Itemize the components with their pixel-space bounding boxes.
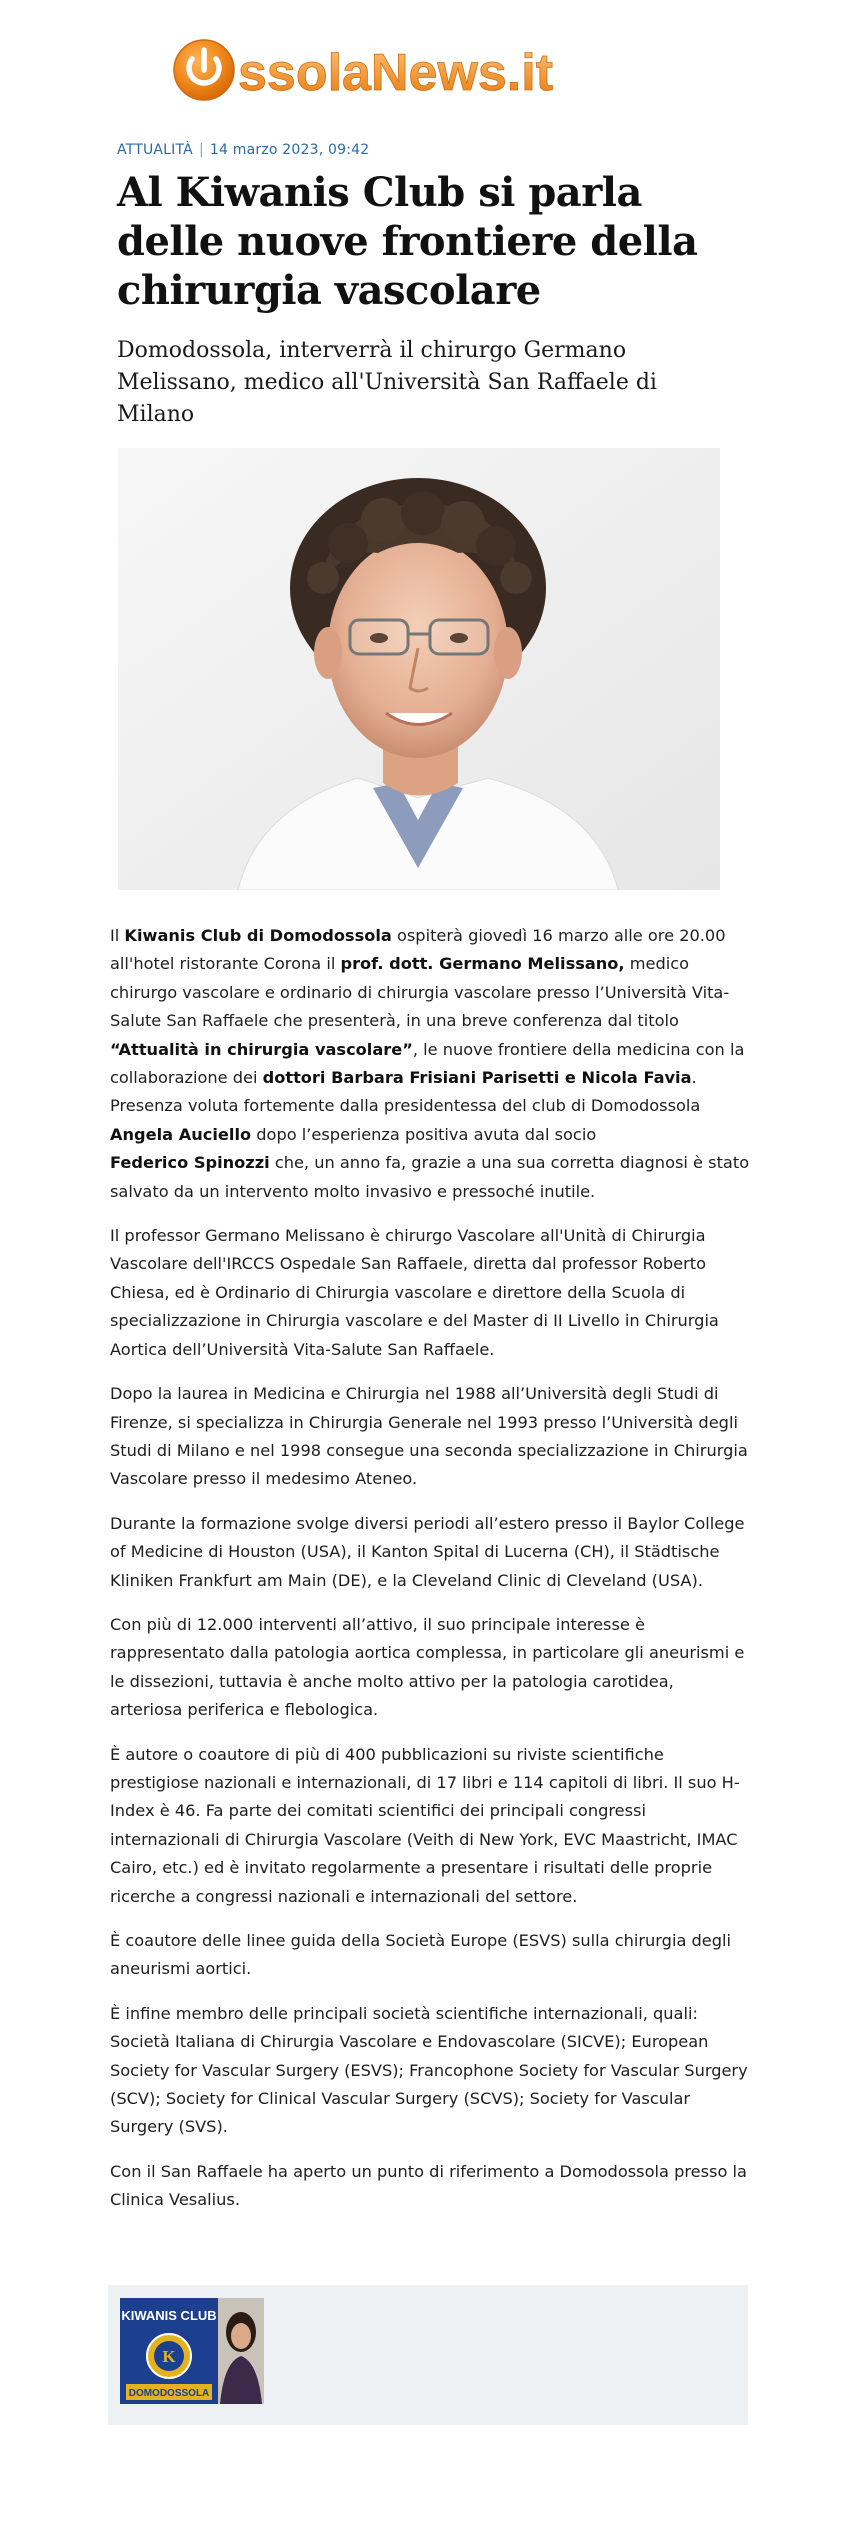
article-paragraph: Dopo la laurea in Medicina e Chirurgia nel 1988 all’Università degli Studi di Firenze, si specializza in Chirurgia Generale nel 1993 presso l’Università degli Studi di Milano e nel 1998 consegue una seconda specializzazione in Chirurgia Vascolare presso il medesimo Ateneo. xyxy=(110,1384,748,1489)
highlight-melissano: prof. dott. Germano Melissano, xyxy=(340,954,625,974)
gallery-thumbnail[interactable] xyxy=(120,2298,264,2404)
article-body xyxy=(110,922,750,2231)
article-paragraph: Il Kiwanis Club di Domodossola ospiterà giovedì 16 marzo alle ore 20.00 all'hotel ristorante Corona il prof. dott. Germano Melissano, medico chirurgo vascolare e ordinario di chirurgia vascolare presso l’Università Vita-Salute San Raffaele che presenterà, in una breve conferenza dal titolo “Attualità in chirurgia vascolare”, le nuove frontiere della medicina con la collaborazione dei dottori Barbara Frisiani Parisetti e Nicola Favia. Presenza voluta fortemente dalla presidentessa del club di Domodossola Angela Auciello dopo l’esperienza positiva avuta dal socio Federico Spinozzi che, un anno fa, grazie a una sua corretta diagnosi è stato salvato da un intervento molto invasivo e pressoché inutile. xyxy=(110,926,750,1201)
photo-gallery xyxy=(108,2285,748,2425)
highlight-doctors: dottori Barbara Frisiani Parisetti e Nicola Favia xyxy=(262,1068,692,1088)
article-paragraph: Con più di 12.000 interventi all’attivo, il suo principale interesse è rappresentato dalla patologia aortica complessa, in particolare gli aneurismi e le dissezioni, tuttavia è anche molto attivo per la patologia carotidea, arteriosa periferica e flebologica. xyxy=(110,1614,745,1720)
article-subtitle: Domodossola, interverrà il chirurgo Germano Melissano, medico all'Università San Raffaele di Milano xyxy=(117,338,657,427)
highlight-auciello: Angela Auciello xyxy=(110,1124,252,1144)
logo-text: ssolaNews.it xyxy=(238,44,554,102)
highlight-kiwanis: Kiwanis Club di Domodossola xyxy=(124,926,392,945)
article-paragraph: Il professor Germano Melissano è chirurgo Vascolare all'Unità di Chirurgia Vascolare dell'IRCCS Ospedale San Raffaele, diretta dal professor Roberto Chiesa, ed è Ordinario di Chirurgia vascolare e direttore della Scuola di specializzazione in Chirurgia vascolare e del Master di II Livello in Chirurgia Aortica dell’Università Vita-Salute San Raffaele. xyxy=(110,1226,719,1359)
publish-date: 14 marzo 2023, 09:42 xyxy=(209,142,370,158)
meta-separator: | xyxy=(198,142,204,158)
banner-top-text: KIWANIS CLUB xyxy=(121,2308,217,2323)
banner-bottom-text: DOMODOSSOLA xyxy=(128,2388,210,2399)
article-title: Al Kiwanis Club si parla delle nuove frontiere della chirurgia vascolare xyxy=(117,169,698,314)
article-paragraph: Con il San Raffaele ha aperto un punto di riferimento a Domodossola presso la Clinica Vesalius. xyxy=(110,2161,747,2210)
category-link[interactable]: ATTUALITÀ xyxy=(117,142,193,158)
article-paragraph: È infine membro delle principali società scientifiche internazionali, quali: Società Italiana di Chirurgia Vascolare e Endovascolare (SICVE); European Society for Vascular Surgery (ESVS); Francophone Society for Vascular Surgery (SCV); Society for Clinical Vascular Surgery (SCVS); Society for Vascular Surgery (SVS). xyxy=(110,2003,748,2137)
article-paragraph: È autore o coautore di più di 400 pubblicazioni su riviste scientifiche prestigiose nazionali e internazionali, di 17 libri e 114 capitoli di libri. Il suo H-Index è 46. Fa parte dei comitati scientifici dei principali congressi internazionali di Chirurgia Vascolare (Veith di New York, EVC Maastricht, IMAC Cairo, etc.) ed è invitato regolarmente a presentare i risultati delle proprie ricerche a congressi nazionali e internazionali del settore. xyxy=(110,1744,740,1906)
power-icon xyxy=(174,40,234,100)
article-meta xyxy=(117,142,369,158)
hero-image xyxy=(118,448,720,890)
site-logo[interactable] xyxy=(170,28,630,112)
article-paragraph: È coautore delle linee guida della Società Europe (ESVS) sulla chirurgia degli aneurismi aortici. xyxy=(110,1931,732,1979)
highlight-conference-title: “Attualità in chirurgia vascolare” xyxy=(110,1039,413,1059)
svg-text:K: K xyxy=(162,2347,176,2366)
article-paragraph: Durante la formazione svolge diversi periodi all’estero presso il Baylor College of Medicine di Houston (USA), il Kanton Spital di Lucerna (CH), il Städtische Kliniken Frankfurt am Main (DE), e la Cleveland Clinic di Cleveland (USA). xyxy=(110,1513,745,1590)
highlight-spinozzi: Federico Spinozzi xyxy=(110,1153,270,1173)
